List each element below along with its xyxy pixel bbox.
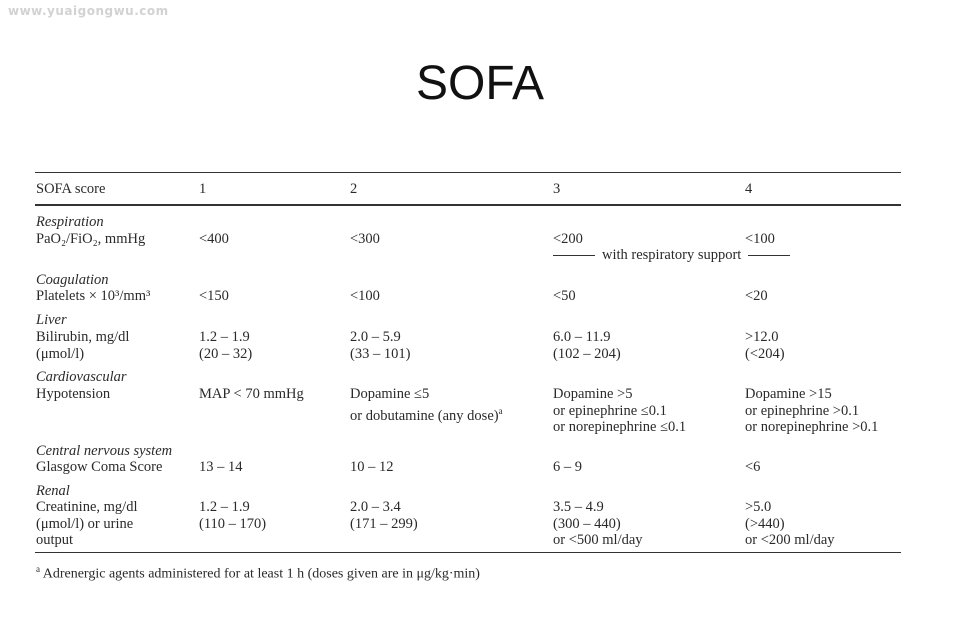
cns-score-3: 6 – 9 [553, 459, 582, 475]
cardiovascular-score-3-line: Dopamine >5 [553, 386, 633, 402]
renal-score-2-line: 2.0 – 3.4 [350, 499, 401, 515]
measure-renal [36, 499, 137, 549]
cardiovascular-score-3-line: or epinephrine ≤0.1 [553, 402, 667, 419]
category-renal: Renal [36, 483, 70, 499]
watermark: www.yuaigongwu.com [8, 4, 169, 18]
support-right-dash [748, 255, 790, 256]
header-label: SOFA score [36, 181, 106, 197]
cardiovascular-score-4-line: or epinephrine >0.1 [745, 402, 860, 419]
measure-cns: Glasgow Coma Score [36, 459, 163, 475]
renal-score-1-line: (110 – 170) [199, 515, 267, 532]
renal-score-1-line: 1.2 – 1.9 [199, 499, 250, 515]
liver-score-3-line: 6.0 – 11.9 [553, 329, 611, 345]
measure-liver-line: Bilirubin, mg/dl [36, 329, 130, 345]
cns-score-2: 10 – 12 [350, 459, 394, 475]
category-liver: Liver [36, 312, 67, 328]
header-score-1: 1 [199, 181, 207, 197]
table-bottom-rule [35, 552, 901, 553]
renal-score-1 [199, 499, 266, 532]
cardiovascular-score-3-line: or norepinephrine ≤0.1 [553, 419, 687, 436]
slide-title: SOFA [415, 57, 545, 110]
footnote-marker: a [498, 405, 503, 416]
respiration-score-4: <100 [745, 231, 775, 247]
respiration-score-3: <200 [553, 231, 583, 247]
liver-score-3 [553, 329, 621, 362]
liver-score-4 [745, 329, 785, 362]
liver-score-1-line: (20 – 32) [199, 345, 253, 362]
coagulation-score-4: <20 [745, 288, 768, 304]
liver-score-2-line: (33 – 101) [350, 345, 411, 362]
measure-respiration: PaO₂/FiO₂, mmHg [36, 231, 146, 247]
cardiovascular-score-2-line [350, 403, 503, 424]
footnote-marker-bottom: a [36, 564, 40, 574]
renal-score-4-line: >5.0 [745, 499, 772, 515]
cardiovascular-score-4-line: or norepinephrine >0.1 [745, 419, 879, 436]
liver-score-1 [199, 329, 252, 362]
category-coagulation: Coagulation [36, 272, 109, 288]
table-header-rule [35, 204, 901, 206]
measure-renal-line: Creatinine, mg/dl [36, 499, 138, 515]
measure-coagulation: Platelets × 10³/mm³ [36, 288, 151, 304]
cardiovascular-score-1: MAP < 70 mmHg [199, 386, 304, 402]
cns-score-4: <6 [745, 459, 761, 475]
cardiovascular-score-3 [553, 386, 686, 436]
measure-cardiovascular: Hypotension [36, 386, 111, 402]
liver-score-4-line: >12.0 [745, 329, 779, 345]
measure-liver-line: (μmol/l) [36, 345, 85, 362]
renal-score-3-line: (300 – 440) [553, 515, 621, 532]
coagulation-score-1: <150 [199, 288, 229, 304]
header-score-2: 2 [350, 181, 358, 197]
cardiovascular-score-2-text: or dobutamine (any dose) [350, 407, 499, 424]
respiratory-support-note [553, 247, 790, 263]
cardiovascular-score-2 [350, 386, 503, 424]
respiration-score-2: <300 [350, 231, 380, 247]
renal-score-3-line: 3.5 – 4.9 [553, 499, 604, 515]
category-cardiovascular: Cardiovascular [36, 369, 127, 385]
measure-renal-line: (μmol/l) or urine [36, 515, 134, 532]
category-respiration: Respiration [36, 214, 104, 230]
liver-score-1-line: 1.2 – 1.9 [199, 329, 250, 345]
liver-score-4-line: (<204) [745, 345, 785, 362]
liver-score-2-line: 2.0 – 5.9 [350, 329, 401, 345]
header-score-3: 3 [553, 181, 561, 197]
liver-score-3-line: (102 – 204) [553, 345, 621, 362]
renal-score-4-line: or <200 ml/day [745, 532, 835, 549]
renal-score-3-line: or <500 ml/day [553, 532, 643, 549]
cardiovascular-score-4 [745, 386, 878, 436]
cardiovascular-score-4-line: Dopamine >15 [745, 386, 832, 402]
respiration-score-1: <400 [199, 231, 229, 247]
category-cns: Central nervous system [36, 443, 173, 459]
renal-score-4-line: (>440) [745, 515, 785, 532]
footnote [36, 564, 480, 583]
footnote-text: Adrenergic agents administered for at least 1 h (doses given are in μg/kg·min) [40, 566, 480, 582]
measure-liver [36, 329, 129, 362]
renal-score-4 [745, 499, 835, 549]
coagulation-score-3: <50 [553, 288, 576, 304]
cardiovascular-score-2-line: Dopamine ≤5 [350, 386, 430, 402]
support-left-dash [553, 255, 595, 256]
renal-score-3 [553, 499, 643, 549]
header-score-4: 4 [745, 181, 753, 197]
coagulation-score-2: <100 [350, 288, 380, 304]
measure-renal-line: output [36, 532, 74, 549]
table-top-rule [35, 172, 901, 173]
renal-score-2 [350, 499, 418, 532]
liver-score-2 [350, 329, 410, 362]
support-note-text: with respiratory support [602, 247, 742, 263]
renal-score-2-line: (171 – 299) [350, 515, 418, 532]
cns-score-1: 13 – 14 [199, 459, 243, 475]
